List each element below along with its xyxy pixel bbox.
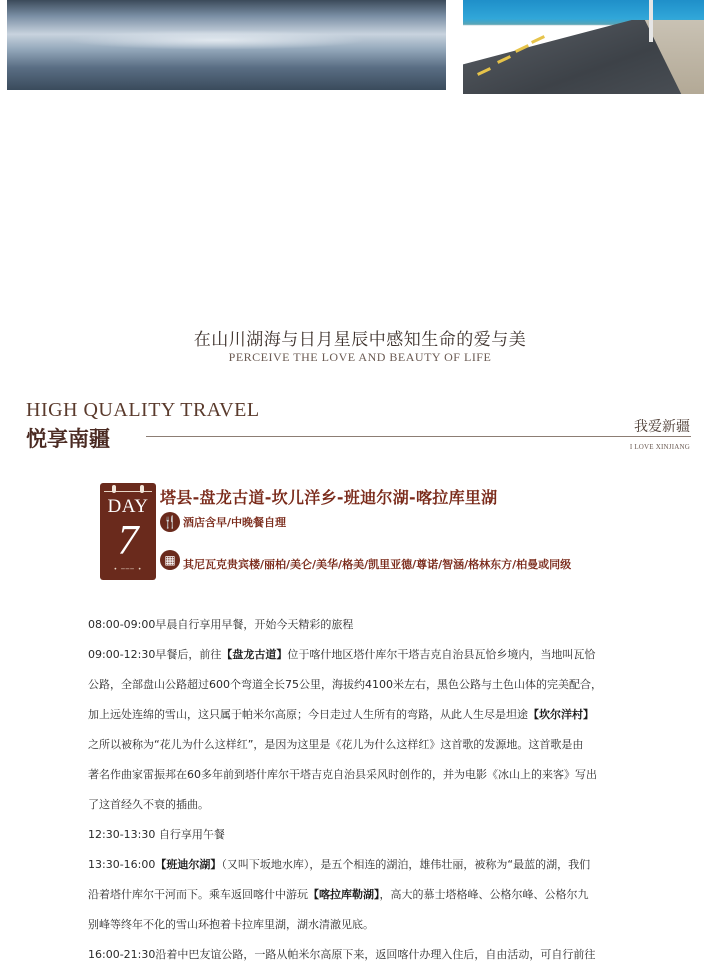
header-divider: [146, 436, 691, 437]
day-label: DAY: [107, 496, 149, 517]
building-icon: ▦: [160, 550, 180, 570]
itinerary-text: 08:00-09:00早晨自行享用早餐，开始今天精彩的旅程: [88, 618, 354, 631]
itinerary-body: [88, 610, 644, 970]
calendar-ring-icon: [112, 485, 116, 493]
highlight-place: 【盘龙古道】: [221, 648, 288, 661]
itinerary-text: 09:00-12:30早餐后，前往: [88, 648, 222, 661]
highlight-place: 【喀拉库勒湖】: [308, 888, 380, 901]
itinerary-line: [88, 730, 644, 760]
hotel-info: 其尼瓦克贵宾楼/丽柏/美仑/美华/格美/凯里亚德/尊诺/智涵/格林东方/柏曼或同级: [183, 558, 572, 571]
itinerary-text: 12:30-13:30 自行享用午餐: [88, 828, 225, 841]
sign-pole: [649, 0, 653, 42]
itinerary-text: 了这首经久不衰的插曲。: [88, 798, 209, 811]
highlight-place: 【班迪尔湖】: [155, 858, 222, 871]
itinerary-text: 13:30-16:00: [88, 858, 156, 871]
itinerary-line: [88, 790, 644, 820]
love-xinjiang-english: I LOVE XINJIANG: [629, 443, 690, 451]
itinerary-line: [88, 850, 644, 880]
love-xinjiang-chinese: 我爱新疆: [634, 419, 690, 435]
itinerary-text: 著名作曲家雷振邦在60多年前到塔什库尔干塔吉克自治县采风时创作的，并为电影《冰山上的来客》写出: [88, 768, 597, 781]
meals-info: 酒店含早/中晚餐自理: [183, 516, 287, 529]
route-title: 塔县-盘龙古道-坎儿洋乡-班迪尔湖-喀拉库里湖: [160, 488, 498, 507]
highlight-place: 【坎尔洋村】: [528, 708, 594, 721]
itinerary-text: 公路，全部盘山公路超过600个弯道全长75公里，海拔约4100米左右，黑色公路与土色山体的完美配合，: [88, 678, 602, 691]
itinerary-line: [88, 670, 644, 700]
itinerary-text: 16:00-21:30沿着中巴友谊公路，一路从帕米尔高原下来，返回喀什办理入住后，自由活动，可自行前往: [88, 948, 596, 961]
calendar-ring-icon: [140, 485, 144, 493]
itinerary-text: （又叫下坂地水库），是五个相连的湖泊，雄伟壮丽，被称为“最蓝的湖，我们: [221, 858, 591, 871]
itinerary-text: 加上远处连绵的雪山，这只属于帕米尔高原；今日走过人生所有的弯路，从此人生尽是坦途: [88, 708, 528, 721]
highway-photo: [463, 0, 704, 94]
itinerary-text: ，高大的慕士塔格峰、公格尔峰、公格尔九: [379, 888, 589, 901]
slogan-chinese: 在山川湖海与日月星辰中感知生命的爱与美: [193, 330, 527, 350]
day-calendar-badge: [100, 483, 156, 580]
day-number: 7: [117, 518, 139, 564]
itinerary-line: [88, 910, 644, 940]
itinerary-line: [88, 760, 644, 790]
slogan-english: PERCEIVE THE LOVE AND BEAUTY OF LIFE: [228, 350, 492, 364]
lake-reflection-photo: [7, 0, 446, 90]
itinerary-line: [88, 700, 644, 730]
itinerary-text: 别峰等终年不化的雪山环抱着卡拉库里湖，湖水清澈见底。: [88, 918, 374, 931]
itinerary-line: [88, 940, 644, 970]
itinerary-line: [88, 880, 644, 910]
itinerary-text: 沿着塔什库尔干河而下。乘车返回喀什中游玩: [88, 888, 308, 901]
itinerary-line: [88, 820, 644, 850]
itinerary-text: 位于喀什地区塔什库尔干塔吉克自治县瓦恰乡境内，当地叫瓦恰: [287, 648, 596, 661]
lane-marking: [531, 35, 545, 44]
itinerary-line: [88, 640, 644, 670]
cloud-reflection: [67, 30, 367, 50]
itinerary-line: [88, 610, 644, 640]
section-title-english: HIGH QUALITY TRAVEL: [26, 399, 260, 421]
day-foot-ornament: • ─── •: [113, 566, 143, 573]
fork-knife-icon: 🍴: [160, 512, 180, 532]
itinerary-text: 之所以被称为“花儿为什么这样红”，是因为这里是《花儿为什么这样红》这首歌的发源地。这首歌是由: [88, 738, 584, 751]
section-title-chinese: 悦享南疆: [26, 426, 110, 451]
